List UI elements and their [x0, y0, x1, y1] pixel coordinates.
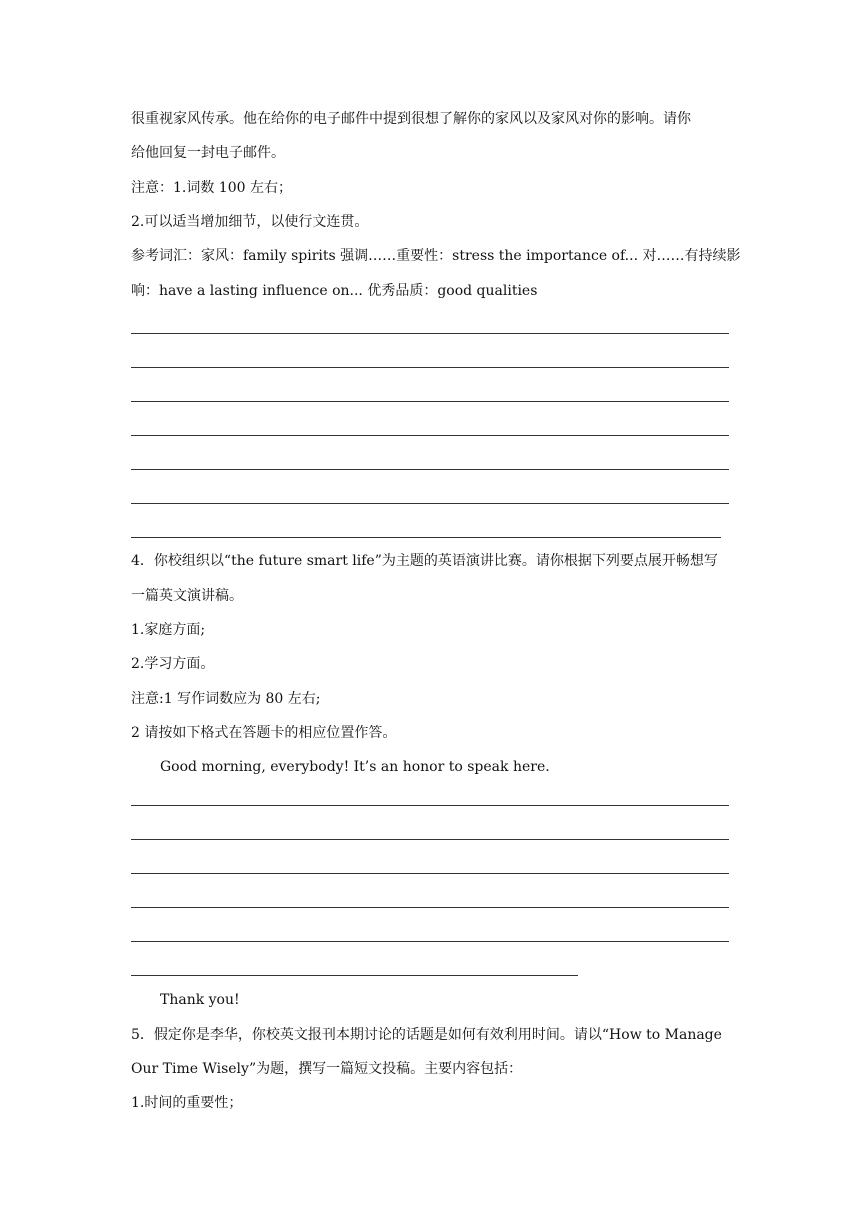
answer-line[interactable]	[131, 367, 729, 368]
answer-line[interactable]	[131, 873, 729, 874]
task4-line-2: 一篇英文演讲稿。	[131, 588, 243, 604]
task4-opening: Good morning, everybody! It’s an honor to speak here.	[160, 759, 550, 775]
answer-line[interactable]	[131, 839, 729, 840]
answer-line[interactable]	[131, 333, 729, 334]
task3-line-2: 给他回复一封电子邮件。	[131, 145, 285, 161]
answer-line[interactable]	[131, 975, 578, 976]
task4-closing: Thank you!	[160, 992, 240, 1008]
answer-line[interactable]	[131, 401, 729, 402]
task3-note-2: 2.可以适当增加细节，以使行文连贯。	[131, 214, 369, 230]
task5-line-2: Our Time Wisely”为题，撰写一篇短文投稿。主要内容包括：	[131, 1061, 523, 1077]
answer-line[interactable]	[131, 435, 729, 436]
task3-vocab-line-2: 响：have a lasting influence on... 优秀品质：good qualities	[131, 283, 538, 299]
task4-line-1: 4．你校组织以“the future smart life”为主题的英语演讲比赛。请你根据下列要点展开畅想写	[131, 553, 718, 569]
answer-line[interactable]	[131, 805, 729, 806]
task4-note-2: 2 请按如下格式在答题卡的相应位置作答。	[131, 725, 397, 741]
answer-line[interactable]	[131, 907, 729, 908]
task3-vocab-line-1: 参考词汇：家风：family spirits 强调……重要性：stress the importance of... 对……有持续影	[131, 248, 741, 264]
answer-line[interactable]	[131, 503, 729, 504]
answer-line[interactable]	[131, 941, 729, 942]
task3-note-1: 注意：1.词数 100 左右；	[131, 180, 292, 196]
task5-line-1: 5．假定你是李华，你校英文报刊本期讨论的话题是如何有效利用时间。请以“How to Manage	[131, 1027, 722, 1043]
task4-note-1: 注意:1 写作词数应为 80 左右;	[131, 691, 321, 707]
answer-line[interactable]	[131, 469, 729, 470]
task3-line-1: 很重视家风传承。他在给你的电子邮件中提到很想了解你的家风以及家风对你的影响。请你	[131, 111, 691, 127]
answer-line[interactable]	[131, 537, 721, 538]
task4-point-2: 2.学习方面。	[131, 656, 215, 672]
task5-point-1: 1.时间的重要性；	[131, 1095, 243, 1111]
task4-point-1: 1.家庭方面;	[131, 622, 206, 638]
